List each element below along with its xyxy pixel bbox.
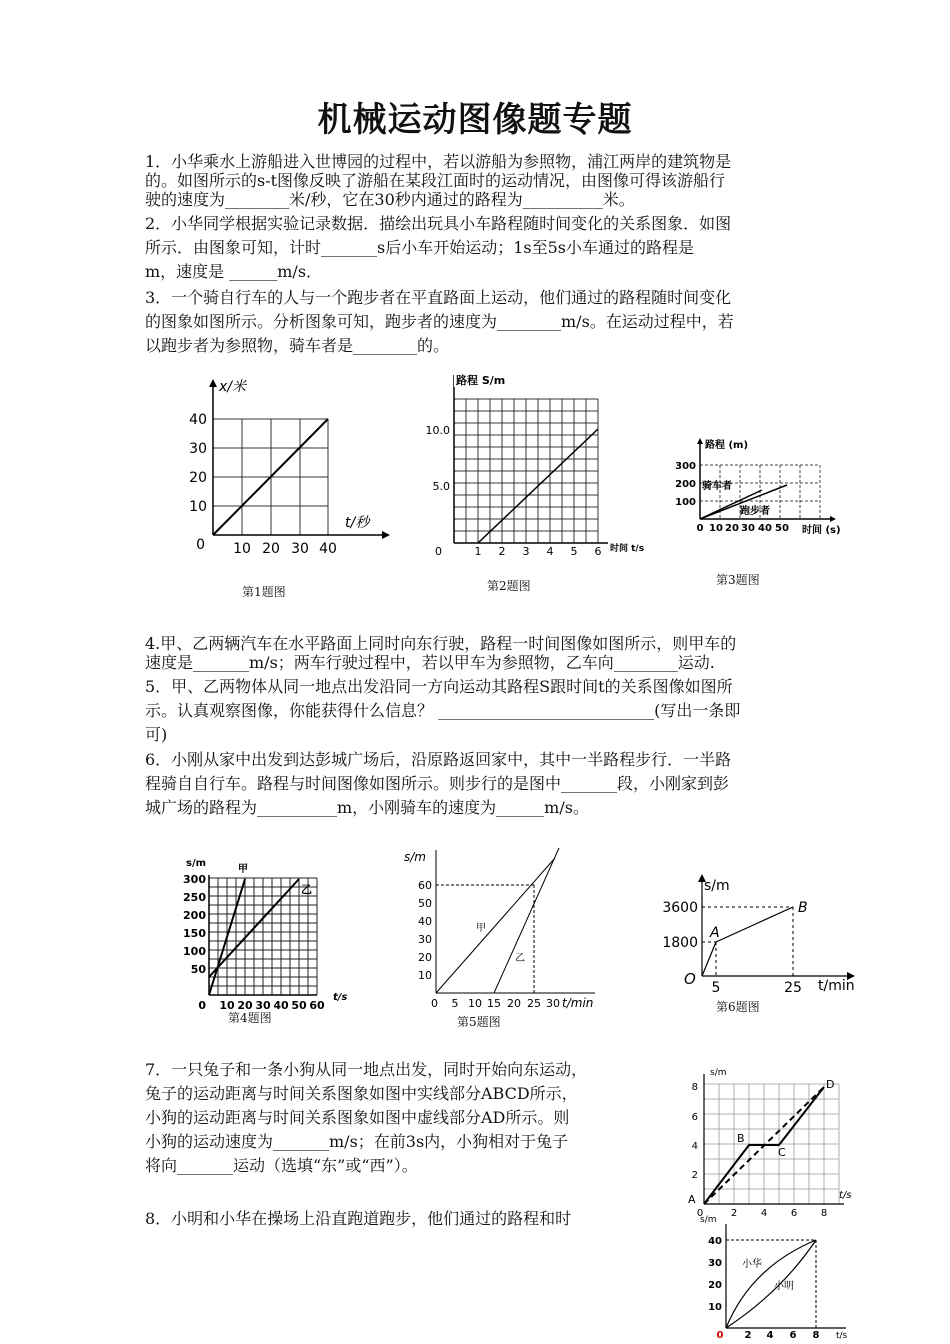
svg-text:s/m: s/m xyxy=(186,858,207,869)
svg-text:200: 200 xyxy=(183,909,206,922)
question-2: 2．小华同学根据实验记录数据．描绘出玩具小车路程随时间变化的关系图象．如图 所示．由图象可知，计时_______s后小车开始运动；1s至5s小车通过的路程是 m，速度是 ______m/s． xyxy=(145,214,732,281)
svg-text:0: 0 xyxy=(435,545,442,558)
svg-text:s/m: s/m xyxy=(700,1215,717,1225)
svg-text:8: 8 xyxy=(820,1208,828,1218)
svg-text:25: 25 xyxy=(527,997,541,1010)
svg-text:6: 6 xyxy=(594,545,602,558)
svg-text:小华: 小华 xyxy=(742,1259,762,1270)
svg-text:8: 8 xyxy=(812,1330,820,1341)
svg-text:300: 300 xyxy=(183,873,206,886)
svg-text:30: 30 xyxy=(255,999,271,1010)
svg-text:50: 50 xyxy=(775,523,789,534)
svg-text:A: A xyxy=(710,925,720,941)
question-3: 3．一个骑自行车的人与一个跑步者在平直路面上运动，他们通过的路程随时间变化 的图象如图所示。分析图象可知，跑步者的速度为________m/s。在运动过程中，若 以跑步者为参照物，骑车者是________的。 xyxy=(145,288,734,355)
svg-text:甲: 甲 xyxy=(238,864,248,875)
svg-text:骑车者: 骑车者 xyxy=(702,481,732,492)
svg-text:1800: 1800 xyxy=(662,935,698,951)
svg-text:t/秒: t/秒 xyxy=(345,515,370,531)
caption-figure-1: 第1题图 xyxy=(242,585,286,599)
svg-text:小明: 小明 xyxy=(774,1281,794,1292)
question-6: 6．小刚从家中出发到达彭城广场后，沿原路返回家中，其中一半路程步行．一半路 程骑自自行车。路程与时间图像如图所示。则步行的是图中_______段，小刚家到彭 城广场的路程为__________m，小刚骑车的速度为______m/s。 xyxy=(145,750,732,817)
caption-figure-5: 第5题图 xyxy=(457,1015,501,1029)
svg-text:5: 5 xyxy=(570,545,578,558)
figure-3-st-graph xyxy=(672,435,852,540)
svg-text:50: 50 xyxy=(190,963,206,976)
svg-text:20: 20 xyxy=(189,470,207,486)
svg-text:100: 100 xyxy=(675,497,696,508)
svg-text:s/m: s/m xyxy=(710,1068,727,1078)
svg-text:t/min: t/min xyxy=(818,978,855,994)
caption-figure-3: 第3题图 xyxy=(716,573,760,587)
svg-text:30: 30 xyxy=(291,541,309,557)
svg-text:3: 3 xyxy=(522,545,530,558)
svg-text:2: 2 xyxy=(730,1208,738,1218)
svg-text:1: 1 xyxy=(474,545,482,558)
caption-figure-6: 第6题图 xyxy=(716,1000,760,1014)
svg-text:0: 0 xyxy=(198,999,206,1010)
svg-text:t/s: t/s xyxy=(836,1331,848,1341)
svg-text:10: 10 xyxy=(233,541,251,557)
svg-text:3600: 3600 xyxy=(662,900,698,916)
svg-text:路程 (m): 路程 (m) xyxy=(705,440,749,451)
svg-text:10: 10 xyxy=(709,523,723,534)
svg-text:0: 0 xyxy=(696,523,704,534)
svg-text:20: 20 xyxy=(262,541,280,557)
svg-text:8: 8 xyxy=(691,1082,698,1093)
svg-text:200: 200 xyxy=(675,479,696,490)
question-1: 1．小华乘水上游船进入世博园的过程中，若以游船为参照物，浦江两岸的建筑物是 的。如图所示的s-t图像反映了游船在某段江面时的运动情况，由图像可得该游船行 驶的速度为________米/秒，它在30秒内通过的路程为__________米。 xyxy=(145,152,732,209)
svg-text:40: 40 xyxy=(319,541,337,557)
svg-text:150: 150 xyxy=(183,927,206,940)
svg-text:5.0: 5.0 xyxy=(432,480,450,493)
svg-text:4: 4 xyxy=(766,1330,774,1341)
svg-text:10: 10 xyxy=(708,1302,722,1313)
svg-text:0: 0 xyxy=(696,1208,704,1218)
svg-text:60: 60 xyxy=(309,999,325,1010)
svg-text:2: 2 xyxy=(744,1330,752,1341)
svg-text:6: 6 xyxy=(789,1330,797,1341)
svg-text:B: B xyxy=(798,900,808,916)
svg-text:t/s: t/s xyxy=(839,1190,852,1201)
svg-text:5: 5 xyxy=(451,997,459,1010)
svg-text:20: 20 xyxy=(237,999,253,1010)
svg-text:10.0: 10.0 xyxy=(425,424,450,437)
svg-text:6: 6 xyxy=(790,1208,798,1218)
svg-text:10: 10 xyxy=(189,499,207,515)
question-8: 8．小明和小华在操场上沿直跑道跑步，他们通过的路程和时 xyxy=(145,1209,572,1228)
svg-text:40: 40 xyxy=(189,412,207,428)
svg-text:20: 20 xyxy=(418,951,432,964)
svg-text:40: 40 xyxy=(708,1236,722,1247)
figure-1-st-graph xyxy=(185,375,400,565)
svg-text:100: 100 xyxy=(183,945,206,958)
svg-text:2: 2 xyxy=(498,545,506,558)
svg-text:50: 50 xyxy=(291,999,307,1010)
svg-text:D: D xyxy=(826,1078,835,1091)
svg-text:0: 0 xyxy=(196,537,205,553)
svg-text:50: 50 xyxy=(418,897,432,910)
question-4: 4.甲、乙两辆汽车在水平路面上同时向东行驶，路程一时间图像如图所示，则甲车的 速度是_______m/s；两车行驶过程中，若以甲车为参照物，乙车向________运动. xyxy=(145,634,737,672)
svg-text:t/s: t/s xyxy=(333,992,348,1003)
svg-text:x/米: x/米 xyxy=(219,379,247,395)
svg-text:40: 40 xyxy=(758,523,772,534)
svg-text:时间 t/s: 时间 t/s xyxy=(610,544,645,554)
question-5: 5．甲、乙两物体从同一地点出发沿同一方向运动其路程S跟时间t的关系图像如图所 示。认真观察图像，你能获得什么信息？ ___________________________(写出一条即 可) xyxy=(145,677,741,744)
svg-text:10: 10 xyxy=(468,997,482,1010)
figure-5-st-graph xyxy=(400,845,605,1015)
svg-text:20: 20 xyxy=(708,1280,722,1291)
svg-text:30: 30 xyxy=(546,997,560,1010)
svg-text:s/m: s/m xyxy=(704,878,730,894)
figure-4-st-graph xyxy=(183,855,353,1010)
figure-6-st-graph xyxy=(658,870,868,1000)
svg-text:t/min: t/min xyxy=(562,996,594,1010)
svg-text:乙: 乙 xyxy=(301,883,312,896)
svg-text:25: 25 xyxy=(784,980,802,996)
question-7: 7．一只兔子和一条小狗从同一地点出发，同时开始向东运动， 兔子的运动距离与时间关系图象如图中实线部分ABCD所示， 小狗的运动距离与时间关系图象如图中虚线部分AD所示。则 小狗的运动速度为_______m/s；在前3s内，小狗相对于兔子 将向_______运动（选填“东”或“西”）。 xyxy=(145,1060,588,1175)
svg-text:甲: 甲 xyxy=(476,923,486,934)
svg-text:20: 20 xyxy=(725,523,739,534)
svg-text:60: 60 xyxy=(418,879,432,892)
svg-text:10: 10 xyxy=(418,969,432,982)
svg-text:10: 10 xyxy=(219,999,235,1010)
caption-figure-2: 第2题图 xyxy=(487,579,531,593)
svg-text:30: 30 xyxy=(189,441,207,457)
page-title: 机械运动图像题专题 xyxy=(317,100,633,140)
svg-text:30: 30 xyxy=(708,1258,722,1269)
svg-text:跑步者: 跑步者 xyxy=(740,506,770,517)
svg-text:乙: 乙 xyxy=(515,953,525,964)
svg-text:4: 4 xyxy=(760,1208,768,1218)
svg-text:2: 2 xyxy=(691,1170,698,1181)
svg-text:A: A xyxy=(688,1193,696,1206)
svg-text:0: 0 xyxy=(431,997,438,1010)
figure-7-st-graph xyxy=(684,1060,854,1218)
svg-text:路程 S/m: 路程 S/m xyxy=(456,374,506,387)
svg-text:30: 30 xyxy=(741,523,755,534)
svg-text:0: 0 xyxy=(716,1330,724,1341)
svg-text:B: B xyxy=(737,1132,745,1145)
svg-text:4: 4 xyxy=(691,1141,698,1152)
svg-text:15: 15 xyxy=(487,997,501,1010)
figure-2-st-graph xyxy=(420,365,660,565)
caption-figure-4: 第4题图 xyxy=(228,1011,272,1025)
figure-8-st-graph xyxy=(696,1212,856,1342)
svg-text:4: 4 xyxy=(546,545,554,558)
svg-text:6: 6 xyxy=(691,1112,698,1123)
svg-text:30: 30 xyxy=(418,933,432,946)
svg-text:300: 300 xyxy=(675,461,696,472)
svg-text:时间 (s): 时间 (s) xyxy=(802,525,841,536)
svg-text:s/m: s/m xyxy=(404,850,426,864)
svg-text:40: 40 xyxy=(273,999,289,1010)
svg-text:5: 5 xyxy=(711,980,721,996)
svg-text:40: 40 xyxy=(418,915,432,928)
svg-text:250: 250 xyxy=(183,891,206,904)
svg-text:20: 20 xyxy=(507,997,521,1010)
svg-text:C: C xyxy=(778,1146,786,1159)
svg-text:O: O xyxy=(684,970,696,988)
